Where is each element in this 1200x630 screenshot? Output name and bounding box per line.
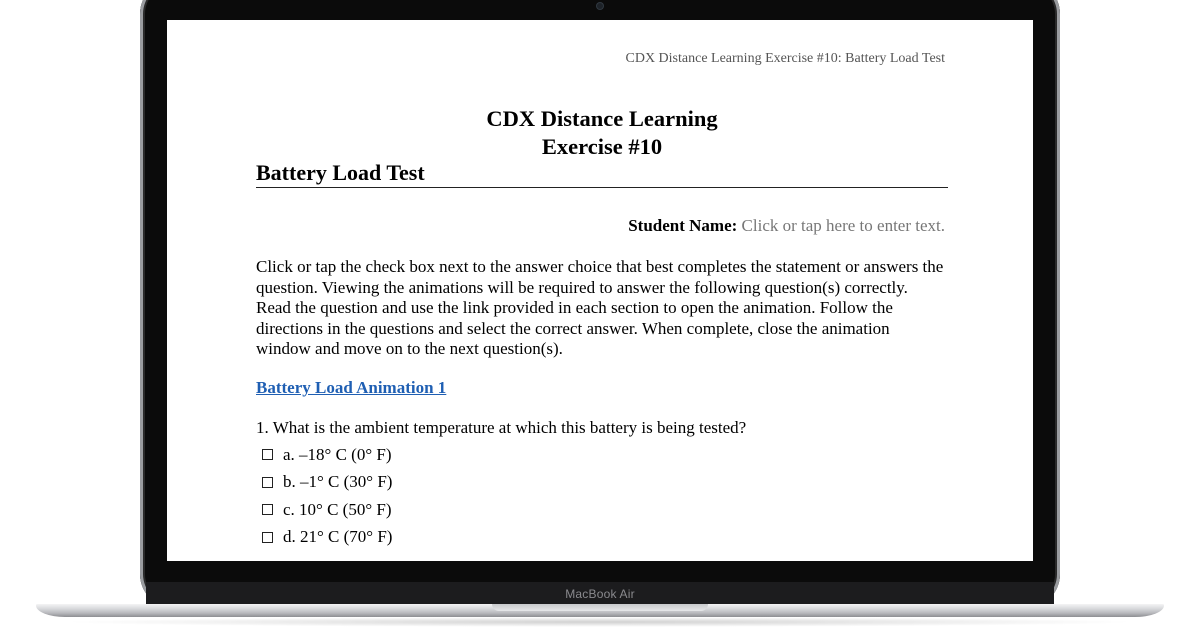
checkbox-choice-c[interactable]	[262, 504, 273, 515]
laptop-base-notch	[492, 604, 708, 611]
checkbox-choice-b[interactable]	[262, 477, 273, 488]
choice-d-label: d. 21° C (70° F)	[283, 527, 393, 547]
question-1-text: 1. What is the ambient temperature at which this battery is being tested?	[256, 418, 747, 437]
choice-c-label: c. 10° C (50° F)	[283, 499, 392, 519]
running-header: CDX Distance Learning Exercise #10: Battery Load Test	[625, 51, 945, 66]
screen	[167, 20, 1033, 561]
section-title: Battery Load Test	[256, 159, 948, 188]
model-label: MacBook Air	[565, 587, 635, 601]
instructions-paragraph: Click or tap the check box next to the answer choice that best completes the statement or answers the question. Viewing the animations will be required to answer the following question(s) correctly. Read the question and use the link provided in each section to open the animation. Follow the directions in the questions and select the correct answer. When complete, close the animation window and move on to the next question(s).	[256, 257, 944, 358]
battery-load-animation-link[interactable]: Battery Load Animation 1	[256, 378, 447, 397]
choice-b-label: b. –1° C (30° F)	[283, 472, 393, 492]
choice-c	[262, 496, 392, 524]
student-name-field[interactable]: Click or tap here to enter text.	[741, 216, 945, 235]
choice-d	[262, 524, 392, 552]
title-line-1: CDX Distance Learning	[486, 106, 718, 131]
camera-icon	[597, 3, 603, 9]
question-1-choices	[262, 441, 392, 551]
student-name-row	[628, 216, 945, 236]
checkbox-choice-d[interactable]	[262, 532, 273, 543]
student-name-label: Student Name:	[628, 216, 738, 235]
choice-b	[262, 469, 392, 497]
laptop-shadow	[60, 617, 1140, 627]
choice-a	[262, 441, 392, 469]
checkbox-choice-a[interactable]	[262, 449, 273, 460]
title-line-2: Exercise #10	[541, 134, 663, 159]
choice-a-label: a. –18° C (0° F)	[283, 444, 392, 464]
document-title	[256, 105, 948, 161]
